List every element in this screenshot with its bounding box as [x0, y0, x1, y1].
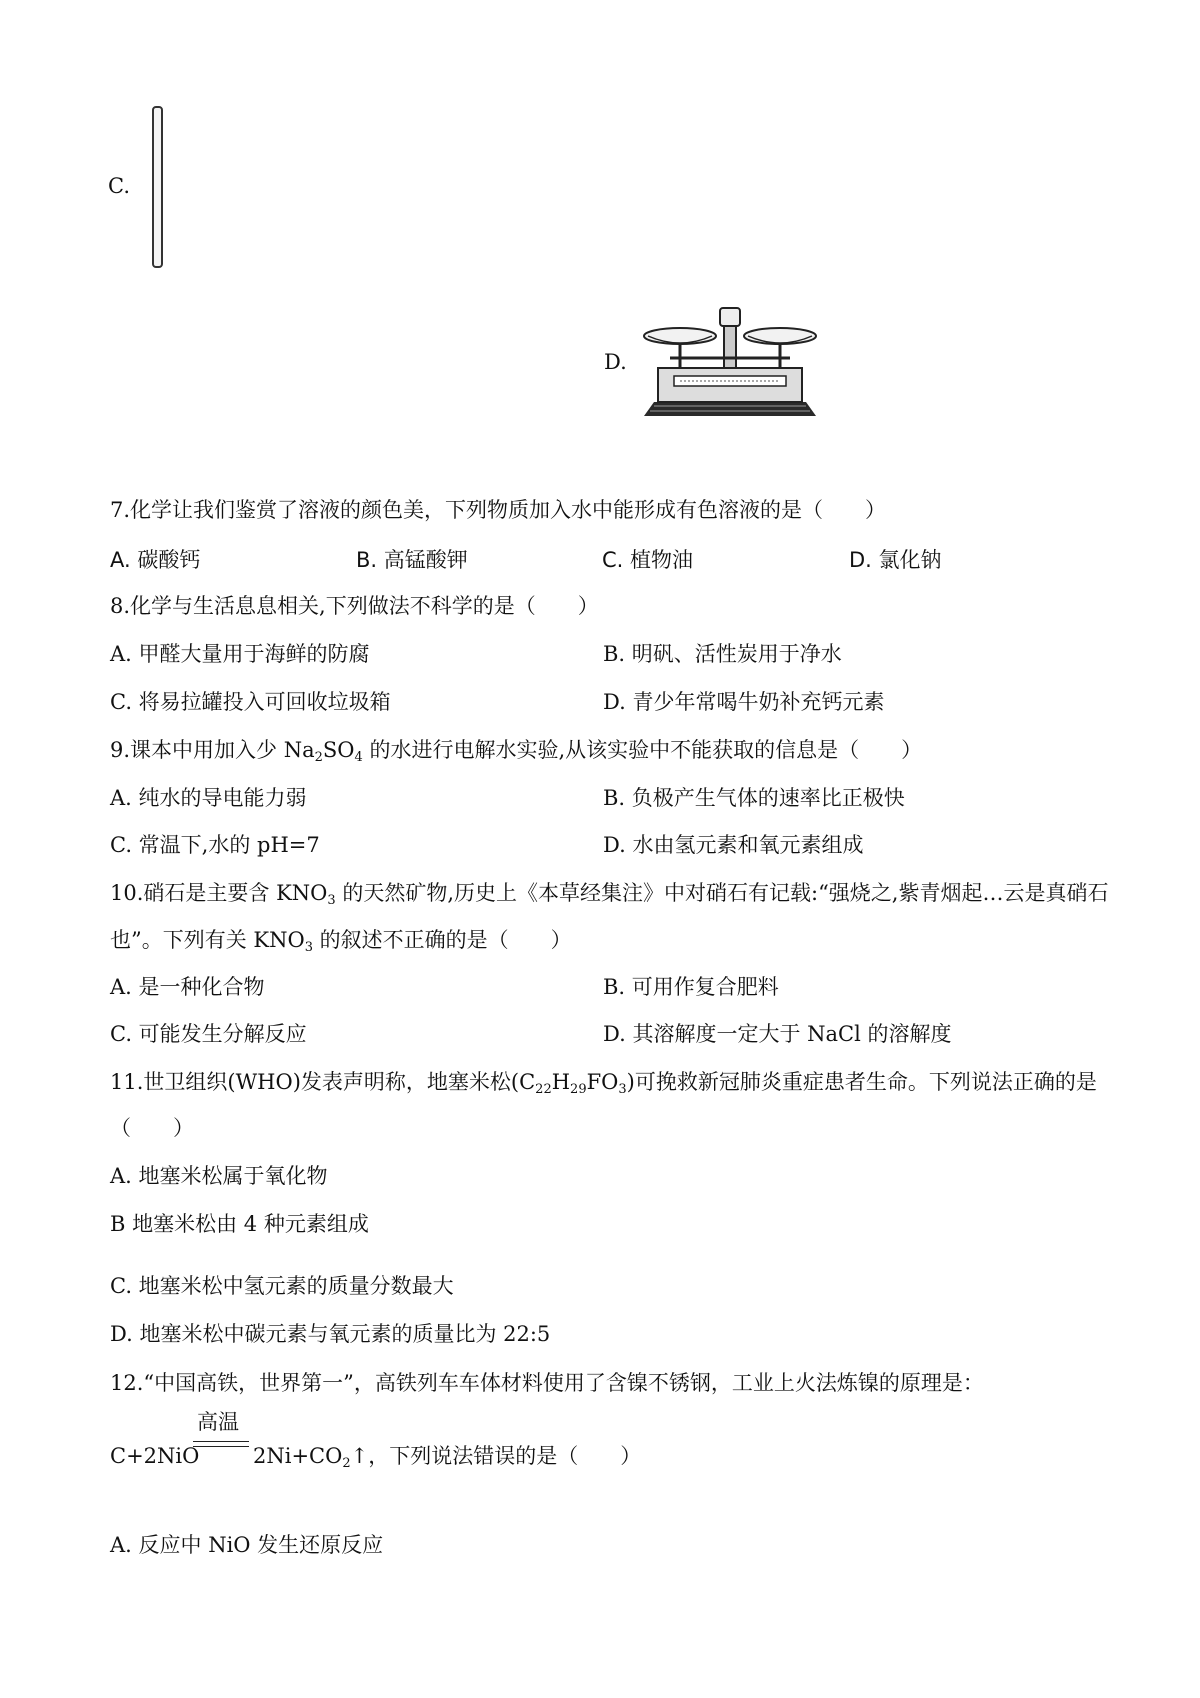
q9-option-d: D. 水由氢元素和氧元素组成	[603, 833, 864, 857]
question-12-stem-line1: 12.“中国高铁，世界第一”，高铁列车车体材料使用了含镍不锈钢，工业上火法炼镍的原理是：	[110, 1371, 984, 1395]
equals-line-bottom	[193, 1446, 249, 1447]
gas-arrow-icon: ↑	[350, 1444, 369, 1468]
glass-rod-figure	[152, 106, 163, 268]
q9-option-b: B. 负极产生气体的速率比正极快	[603, 786, 905, 810]
q7-option-d: D. 氯化钠	[849, 548, 942, 572]
question-9-stem: 9.课本中用加入少 $Na_2SO_4$ 的水进行电解水实验,从该实验中不能获取的信息是（ ）	[110, 738, 923, 765]
reaction-condition: 高温	[197, 1410, 239, 1434]
q9-option-a: A. 纯水的导电能力弱	[110, 786, 307, 810]
question-8-stem: 8.化学与生活息息相关,下列做法不科学的是（ ）	[110, 594, 599, 618]
q8-option-d: D. 青少年常喝牛奶补充钙元素	[603, 690, 885, 714]
q7-option-a: A. 碳酸钙	[110, 548, 201, 572]
equation-left: C+2NiO	[110, 1444, 200, 1468]
q11-option-a: A. 地塞米松属于氧化物	[110, 1164, 328, 1188]
q10-option-d: D. 其溶解度一定大于 NaCl 的溶解度	[603, 1022, 952, 1046]
q7-option-c: C. 植物油	[602, 548, 694, 572]
question-10-stem-line1: 10.硝石是主要含 $KNO_3$ 的天然矿物,历史上《本草经集注》中对硝石有记载:“强烧之,紫青烟起…云是真硝石	[110, 881, 1109, 908]
figure-c-label: C.	[108, 174, 130, 198]
question-11-stem-line2: （ ）	[110, 1116, 194, 1140]
q8-option-c: C. 将易拉罐投入可回收垃圾箱	[110, 690, 391, 714]
q9-option-c: C. 常温下,水的 pH=7	[110, 833, 320, 857]
equation-right: $2Ni+CO_2↑$，下列说法错误的是（ ）	[253, 1444, 642, 1471]
q11-option-b: B 地塞米松由 4 种元素组成	[110, 1212, 369, 1236]
balance-scale-figure	[640, 300, 820, 420]
q10-option-a: A. 是一种化合物	[110, 975, 265, 999]
q8-option-b: B. 明矾、活性炭用于净水	[603, 642, 842, 666]
q11-option-c: C. 地塞米松中氢元素的质量分数最大	[110, 1274, 454, 1298]
q10-option-c: C. 可能发生分解反应	[110, 1022, 307, 1046]
q11-option-d: D. 地塞米松中碳元素与氧元素的质量比为 22:5	[110, 1322, 551, 1346]
q10-option-b: B. 可用作复合肥料	[603, 975, 779, 999]
question-10-stem-line2: 也”。下列有关 $KNO_3$ 的叙述不正确的是（ ）	[110, 928, 572, 955]
figure-d-label: D.	[604, 350, 627, 374]
equals-line-top	[193, 1441, 249, 1442]
q8-option-a: A. 甲醛大量用于海鲜的防腐	[110, 642, 370, 666]
q12-option-a: A. 反应中 NiO 发生还原反应	[110, 1533, 384, 1557]
question-11-stem-line1: 11.世卫组织(WHO)发表声明称，地塞米松$(C_{22}H_{29}FO_3)$可挽救新冠肺炎重症患者生命。下列说法正确的是	[110, 1070, 1097, 1097]
question-7-stem: 7.化学让我们鉴赏了溶液的颜色美，下列物质加入水中能形成有色溶液的是（ ）	[110, 498, 887, 522]
q7-option-b: B. 高锰酸钾	[356, 548, 468, 572]
